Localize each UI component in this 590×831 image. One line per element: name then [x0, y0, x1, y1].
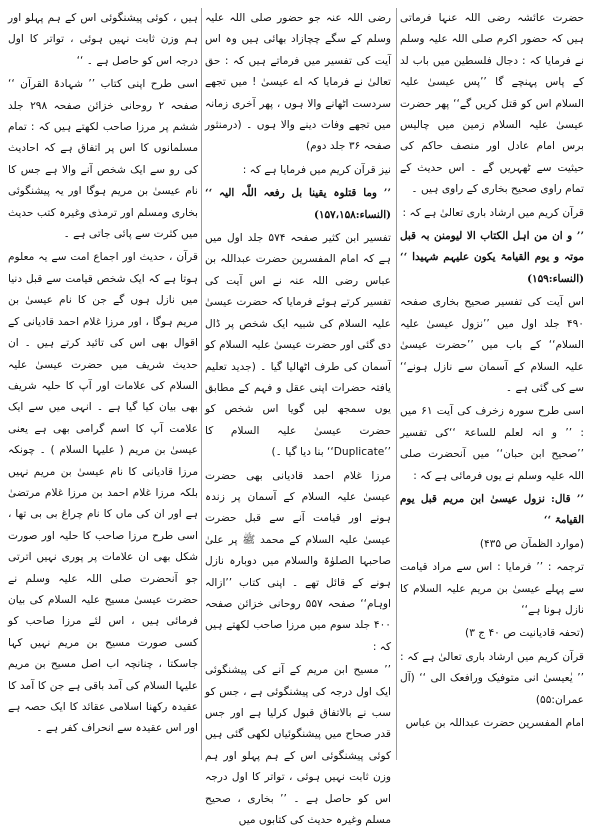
paragraph: (تحفہ قادیانیت ص ۴۰ ج ۳)	[465, 627, 584, 640]
quoted-verse: ’’ قال: نزول عیسیٰ ابن مریم قبل یوم القیامۃ ‘‘	[400, 492, 584, 527]
paragraph: قرآن ، حدیث اور اجماع امت سے یہ معلوم ہوتا ہے کہ ایک شخص قیامت سے قبل دنیا میں نازل ہوں گے جن کا نام عیسیٰ بن مریم ہوگا ، اور مرزا غلام احمد قادیانی کے اقوال بھی اس کی تائید کرتے ہیں ۔ ان حدیث شریف میں حضرت عیسیٰ علیہ السلام کی علامات اور آپ کا حلیہ شریف بھی بیان کیا گیا ہے ۔ انہی میں سے ایک علامت آپ کا اسم گرامی بھی ہے یعنی عیسیٰ بن مریم ( علیہا السلام ) ۔ چونکہ مرزا قادیانی کا نام عیسیٰ بن مریم نہیں بلکہ مرزا غلام احمد بن مرزا غلام مرتضیٰ ہے اور ان کی ماں کا نام چراغ بی بی تھا ، اسی طرح مرزا صاحب کا حلیہ اور صورت شکل بھی ان علامات پر پوری نہیں اترتی جو آنحضرت صلی اللہ علیہ وسلم نے حضرت عیسیٰ مسیح علیہ السلام کی بیان فرمائی ہیں ، اس لئے مرزا صاحب کو کسی صورت مسیح بن مریم نہیں کہا جاسکتا ، چنانچہ اب اصل مسیح بن مریم علیہا السلام کی آمد باقی ہے جن کا آمد کا عقیدہ رکھنا اسلامی عقائد کا ایک حصہ ہے اور اس عقیدہ سے انحراف کفر ہے ۔	[8, 251, 198, 735]
paragraph: حضرت عائشہ رضی اللہ عنہا فرماتی ہیں کہ حضور اکرم صلی اللہ علیہ وسلم نے فرمایا کہ : دجال فلسطین میں باب لد کے پاس پہنچے گا ’’پس عیسیٰ علیہ السلام اس کو قتل کریں گے‘‘ پھر حضرت عیسیٰ علیہ السلام زمین میں چالیس برس امام عادل اور منصف حاکم کی حیثیت سے ٹھہریں گے ۔ اس حدیث کے تمام راوی صحیح بخاری کے راوی ہیں ۔	[400, 12, 584, 196]
paragraph: اس آیت کی تفسیر صحیح بخاری صفحہ ۴۹۰ جلد اول میں ’’نزول عیسیٰ علیہ السلام‘‘ کے باب میں ’’حضرت عیسیٰ علیہ السلام کے آسمان سے نازل ہونے‘‘ سے کی گئی ہے ۔	[400, 296, 584, 394]
paragraph: قرآن کریم میں ارشاد باری تعالیٰ ہے کہ : ’’ یٰعیسیٰ انی متوفیک ورافعک الی ‘‘ (آل عمران:۵۵)	[400, 650, 584, 706]
paragraph: (موارد الظمآن ص ۴۳۵)	[479, 537, 584, 550]
paragraph: ترجمہ : ’’ فرمایا : اس سے مراد قیامت سے پہلے عیسیٰ بن مریم علیہ السلام کا نازل ہونا ہے‘‘	[400, 561, 584, 616]
paragraph: اسی طرح سورہ زخرف کی آیت ۶۱ میں : ’’ و انہ لعلم للساعۃ ‘‘کی تفسیر ’’صحیح ابن حبان‘‘ میں آنحضرت صلی اللہ علیہ وسلم نے یوں فرمائی ہے کہ :	[400, 405, 584, 482]
paragraph: ’’ مسیح ابن مریم کے آنے کی پیشنگوئی ایک اول درجہ کی پیشنگوئی ہے ، جس کو سب نے بالاتفاق قبول کرلیا ہے اور جس قدر صحاح میں پیشنگوئیاں لکھی گئی ہیں کوئی پیشنگوئی اس کے ہم پہلو اور ہم وزن ثابت نہیں ہوئی ، تواتر کا اول درجہ اس کو حاصل ہے ۔ ’’ بخاری ، صحیح مسلم وغیرہ حدیث کی کتابوں میں	[205, 664, 391, 827]
quoted-verse: ’’ وما قتلوہ یقینا بل رفعہ اللّٰہ الیہ ‘‘ (النساء:۱۵۷،۱۵۸)	[205, 187, 391, 221]
paragraph: قرآن کریم میں ارشاد باری تعالیٰ ہے کہ :	[402, 206, 584, 219]
paragraph: ہیں ، کوئی پیشنگوئی اس کے ہم پہلو اور ہم وزن ثابت نہیں ہوئی ، تواتر کا اول درجہ اس کو حاصل ہے ۔ ‘‘	[8, 12, 198, 67]
paragraph: امام المفسرین حضرت عبداللہ بن عباس	[405, 717, 584, 729]
column-left	[8, 8, 198, 760]
paragraph: مرزا غلام احمد قادیانی بھی حضرت عیسیٰ علیہ السلام کے آسمان پر زندہ ہونے اور قیامت آنے سے قبل حضرت عیسیٰ علیہ السلام کے محمد ﷺ پر علیٰ صاحبہا الصلوٰۃ والسلام میں دوبارہ نازل ہونے کے قائل تھے ۔ اپنی کتاب ’’ازالہ اوہام‘‘ صفحہ ۵۵۷ روحانی خزائن صفحہ ۴۰۰ جلد سوم میں مرزا صاحب لکھتے ہیں کہ :	[205, 469, 391, 653]
paragraph: تفسیر ابن کثیر صفحہ ۵۷۴ جلد اول میں ہے کہ امام المفسرین حضرت عبداللہ بن عباس رضی اللہ عنہ نے اس آیت کی تفسیر کرتے ہوئے فرمایا کہ حضرت عیسیٰ علیہ السلام کی شبیہ ایک شخص پر ڈال دی گئی اور حضرت عیسیٰ علیہ السلام کو آسمان کی طرف اٹھالیا گیا ۔ (جدید تعلیم یافتہ حضرات اپنی عقل و فہم کے مطابق یوں سمجھ لیں گویا اس شخص کو حضرت عیسیٰ علیہ السلام کا ’’Duplicate‘‘ بنا دیا گیا ۔)	[205, 232, 391, 459]
paragraph: نیز قرآن کریم میں فرمایا ہے کہ :	[242, 163, 391, 176]
column-divider	[201, 8, 202, 760]
column-middle	[205, 8, 391, 827]
column-right	[400, 8, 584, 760]
column-divider	[396, 8, 397, 760]
paragraph: اسی طرح اپنی کتاب ’’ شہادۃ القرآن ‘‘ صفحہ ۲ روحانی خزائن صفحہ ۲۹۸ جلد ششم پر مرزا صاحب لکھتے ہیں کہ : تمام مسلمانوں کا اس پر اتفاق ہے کہ احادیث کی رو سے ایک شخص آنے والا ہے جس کا نام عیسیٰ بن مریم ہوگا اور یہ پیشنگوئی بخاری ومسلم اور ترمذی وغیرہ کتب حدیث میں کثرت سے پائی جاتی ہے ۔	[8, 78, 198, 241]
quoted-verse: ’’ و ان من اہل الکتاب الا لیومنن بہ قبل موتہ و یوم القیامۃ یکون علیہم شہیدا ‘‘ (النساء:۱۵۹)	[400, 230, 584, 285]
paragraph: رضی اللہ عنہ جو حضور صلی اللہ علیہ وسلم کے سگے چچازاد بھائی ہیں وہ اس آیت کی تفسیر میں فرماتے ہیں کہ : حق تعالیٰ نے فرمایا کہ اے عیسیٰ ! میں تجھے سردست اٹھانے والا ہوں ، پھر آخری زمانہ میں تجھے وفات دینے والا ہوں ۔ (درمنثور صفحہ ۳۶ جلد دوم)	[205, 12, 391, 153]
